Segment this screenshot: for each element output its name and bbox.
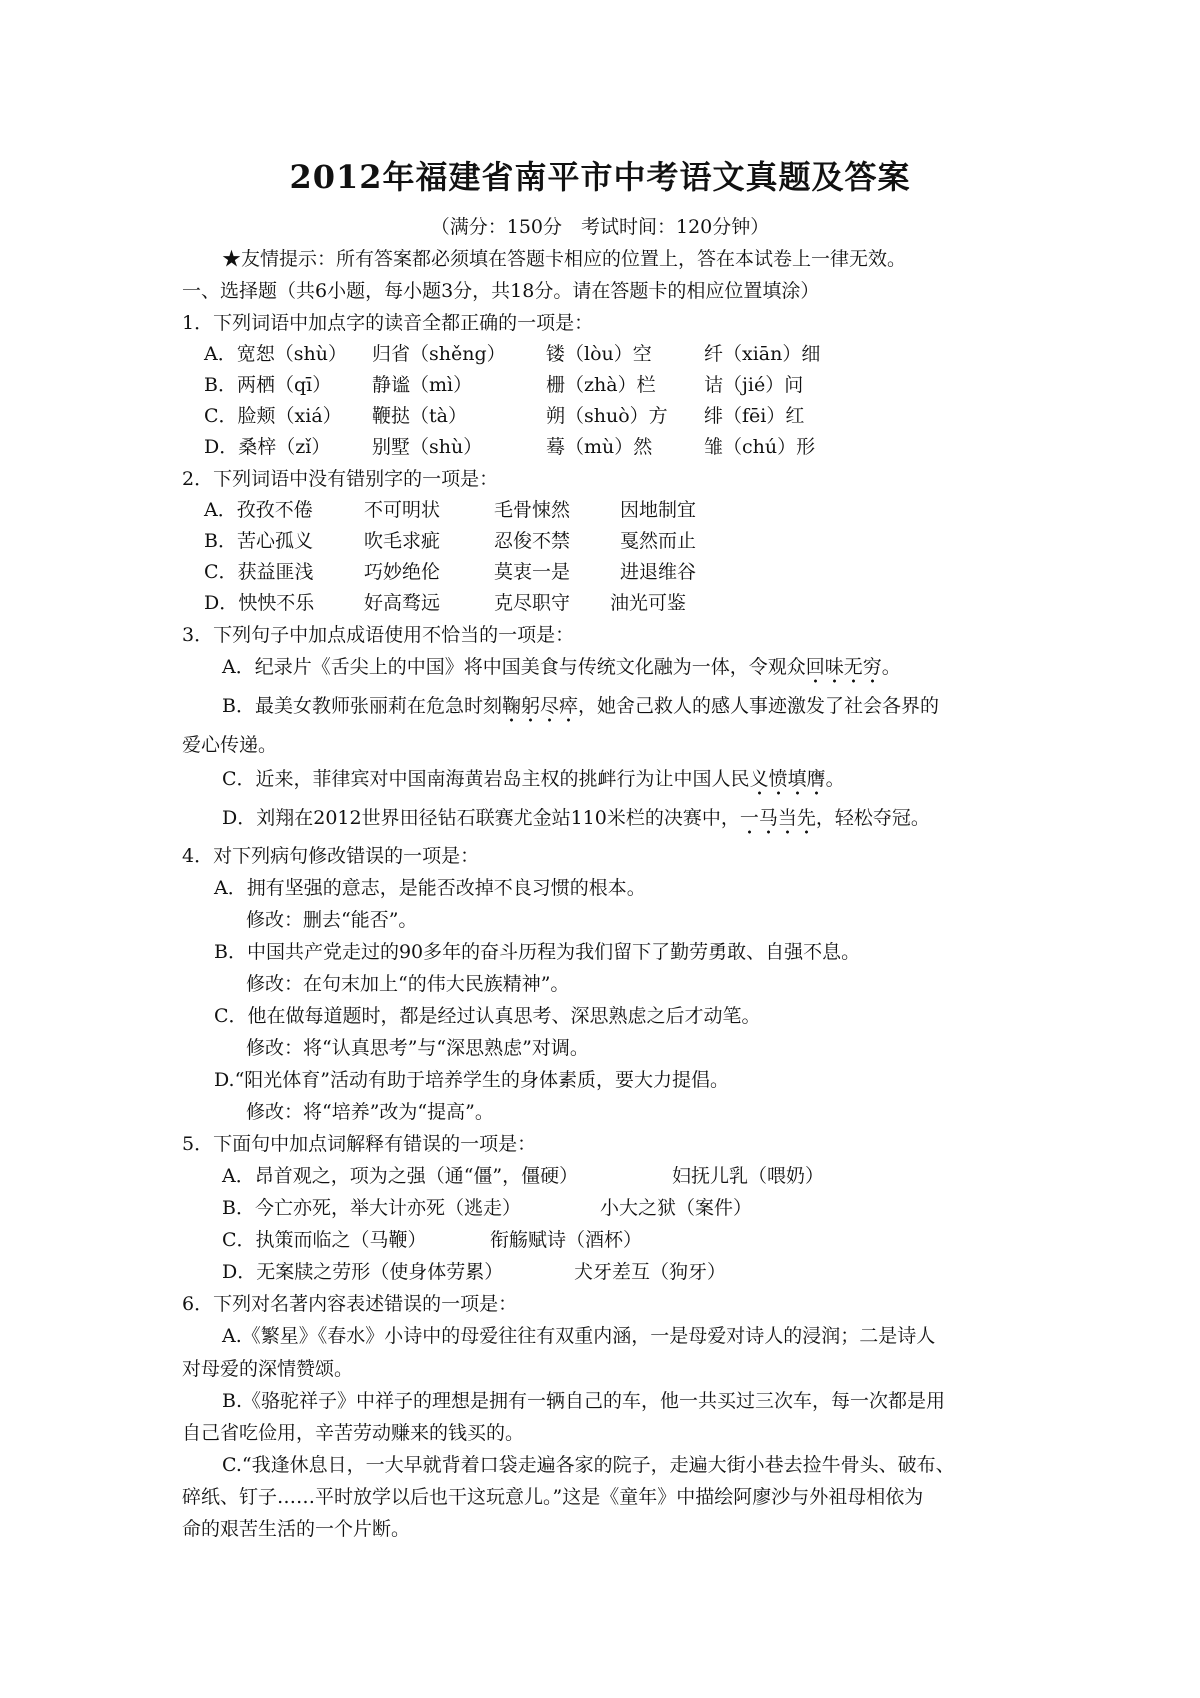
option-item: 妇抚儿乳（喂奶） (672, 1165, 825, 1187)
option-item: C．执策而临之（马鞭） (222, 1229, 427, 1251)
option-item: 好高骛远 (364, 592, 441, 614)
option-item: 莫衷一是 (494, 561, 571, 583)
option-text: ，她舍己救人的感人事迹激发了社会各界的 (577, 695, 939, 717)
q3-option-b-cont: 爱心传递。 (182, 734, 278, 756)
dotted-idiom: 义愤填膺 (750, 768, 826, 796)
option-item: B．两栖（qī） (204, 374, 332, 396)
question-1-stem: 1．下列词语中加点字的读音全都正确的一项是： (182, 312, 594, 334)
q4-option-d: D.“阳光体育”活动有助于培养学生的身体素质，要大力提倡。 (214, 1069, 730, 1091)
q3-option-b (222, 694, 939, 718)
option-item: 朔（shuò）方 (546, 405, 668, 427)
question-6-stem: 6．下列对名著内容表述错误的一项是： (182, 1293, 518, 1315)
option-item: 诘（jié）问 (704, 374, 804, 396)
option-item: 毛骨悚然 (494, 499, 571, 521)
notice-text: ★友情提示：所有答案都必须填在答题卡相应的位置上，答在本试卷上一律无效。 (222, 248, 907, 270)
q4-option-b-fix: 修改：在句末加上“的伟大民族精神”。 (246, 973, 570, 995)
option-item: C．获益匪浅 (204, 561, 314, 583)
option-item: A．孜孜不倦 (204, 499, 313, 521)
option-item: 吹毛求疵 (364, 530, 441, 552)
option-item: B．苦心孤义 (204, 530, 313, 552)
option-item: D．无案牍之劳形（使身体劳累） (222, 1261, 504, 1283)
q4-option-b: B．中国共产党走过的90多年的奋斗历程为我们留下了勤劳勇敢、自强不息。 (214, 941, 861, 963)
option-item: D．怏怏不乐 (204, 592, 315, 614)
option-item: 纤（xiān）细 (704, 343, 821, 365)
option-item: 归省（shěng） (372, 343, 506, 365)
option-item: 鞭挞（tà） (372, 405, 467, 427)
option-text: D．刘翔在2012世界田径钻石联赛尤金站110米栏的决赛中， (222, 807, 740, 829)
option-text: 。 (825, 768, 845, 790)
option-item: 别墅（shù） (372, 436, 483, 458)
option-item: 绯（fēi）红 (704, 405, 805, 427)
q4-option-c: C．他在做每道题时，都是经过认真思考、深思熟虑之后才动笔。 (214, 1005, 761, 1027)
q4-option-c-fix: 修改：将“认真思考”与“深思熟虑”对调。 (246, 1037, 589, 1059)
q3-option-a (222, 655, 901, 679)
q3-option-c (222, 767, 845, 791)
option-item: 忍俊不禁 (494, 530, 571, 552)
q6-option-b-cont: 自己省吃俭用，辛苦劳动赚来的钱买的。 (182, 1422, 525, 1444)
option-item: 衔觞赋诗（酒杯） (490, 1229, 643, 1251)
option-item: 蓦（mù）然 (546, 436, 653, 458)
option-item: 因地制宜 (620, 499, 697, 521)
option-item: 进退维谷 (620, 561, 697, 583)
page-title: 2012年福建省南平市中考语文真题及答案 (289, 158, 911, 196)
q4-option-a-fix: 修改：删去“能否”。 (246, 909, 418, 931)
question-4-stem: 4．对下列病句修改错误的一项是： (182, 845, 480, 867)
dotted-idiom: 鞠躬尽瘁 (502, 695, 578, 723)
dotted-idiom: 回味无穷 (806, 656, 882, 684)
option-item: 戛然而止 (620, 530, 697, 552)
option-item: 不可明状 (364, 499, 441, 521)
option-item: B．今亡亦死，举大计亦死（逃走） (222, 1197, 521, 1219)
q6-option-c: C.“我逢休息日，一大早就背着口袋走遍各家的院子，走遍大街小巷去捡牛骨头、破布、 (222, 1454, 955, 1476)
question-2-stem: 2．下列词语中没有错别字的一项是： (182, 468, 499, 490)
option-item: 犬牙差互（狗牙） (574, 1261, 727, 1283)
option-item: 克尽职守 (494, 592, 571, 614)
question-5-stem: 5．下面句中加点词解释有错误的一项是： (182, 1133, 537, 1155)
q4-option-d-fix: 修改：将“培养”改为“提高”。 (246, 1101, 494, 1123)
exam-info: （满分：150分 考试时间：120分钟） (430, 216, 770, 238)
q6-option-c-cont2: 命的艰苦生活的一个片断。 (182, 1518, 411, 1540)
option-text: 。 (881, 656, 901, 678)
option-item: 静谧（mì） (372, 374, 473, 396)
option-text: ，轻松夺冠。 (815, 807, 930, 829)
dotted-idiom: 一马当先 (740, 807, 816, 835)
option-item: A．宽恕（shù） (204, 343, 347, 365)
option-text: C．近来，菲律宾对中国南海黄岩岛主权的挑衅行为让中国人民 (222, 768, 750, 790)
option-text: B．最美女教师张丽莉在危急时刻 (222, 695, 502, 717)
option-item: 栅（zhà）栏 (546, 374, 656, 396)
q6-option-c-cont: 碎纸、钉子……平时放学以后也干这玩意儿。”这是《童年》中描绘阿廖沙与外祖母相依为 (182, 1486, 924, 1508)
option-text: A．纪录片《舌尖上的中国》将中国美食与传统文化融为一体，令观众 (222, 656, 806, 678)
option-item: 镂（lòu）空 (546, 343, 652, 365)
q3-option-d (222, 806, 930, 830)
option-item: A．昂首观之，项为之强（通“僵”，僵硬） (222, 1165, 579, 1187)
option-item: 油光可鉴 (610, 592, 687, 614)
question-3-stem: 3．下列句子中加点成语使用不恰当的一项是： (182, 624, 575, 646)
option-item: 雏（chú）形 (704, 436, 816, 458)
option-item: D．桑梓（zǐ） (204, 436, 331, 458)
option-item: 小大之狱（案件） (600, 1197, 753, 1219)
section-heading: 一、选择题（共6小题，每小题3分，共18分。请在答题卡的相应位置填涂） (182, 280, 820, 302)
option-item: C．脸颊（xiá） (204, 405, 342, 427)
option-item: 巧妙绝伦 (364, 561, 441, 583)
q6-option-a-cont: 对母爱的深情赞颂。 (182, 1358, 354, 1380)
q4-option-a: A．拥有坚强的意志，是能否改掉不良习惯的根本。 (214, 877, 646, 899)
q6-option-a: A.《繁星》《春水》小诗中的母爱往往有双重内涵，一是母爱对诗人的浸润；二是诗人 (222, 1325, 936, 1347)
q6-option-b: B.《骆驼祥子》中祥子的理想是拥有一辆自己的车，他一共买过三次车，每一次都是用 (222, 1390, 946, 1412)
